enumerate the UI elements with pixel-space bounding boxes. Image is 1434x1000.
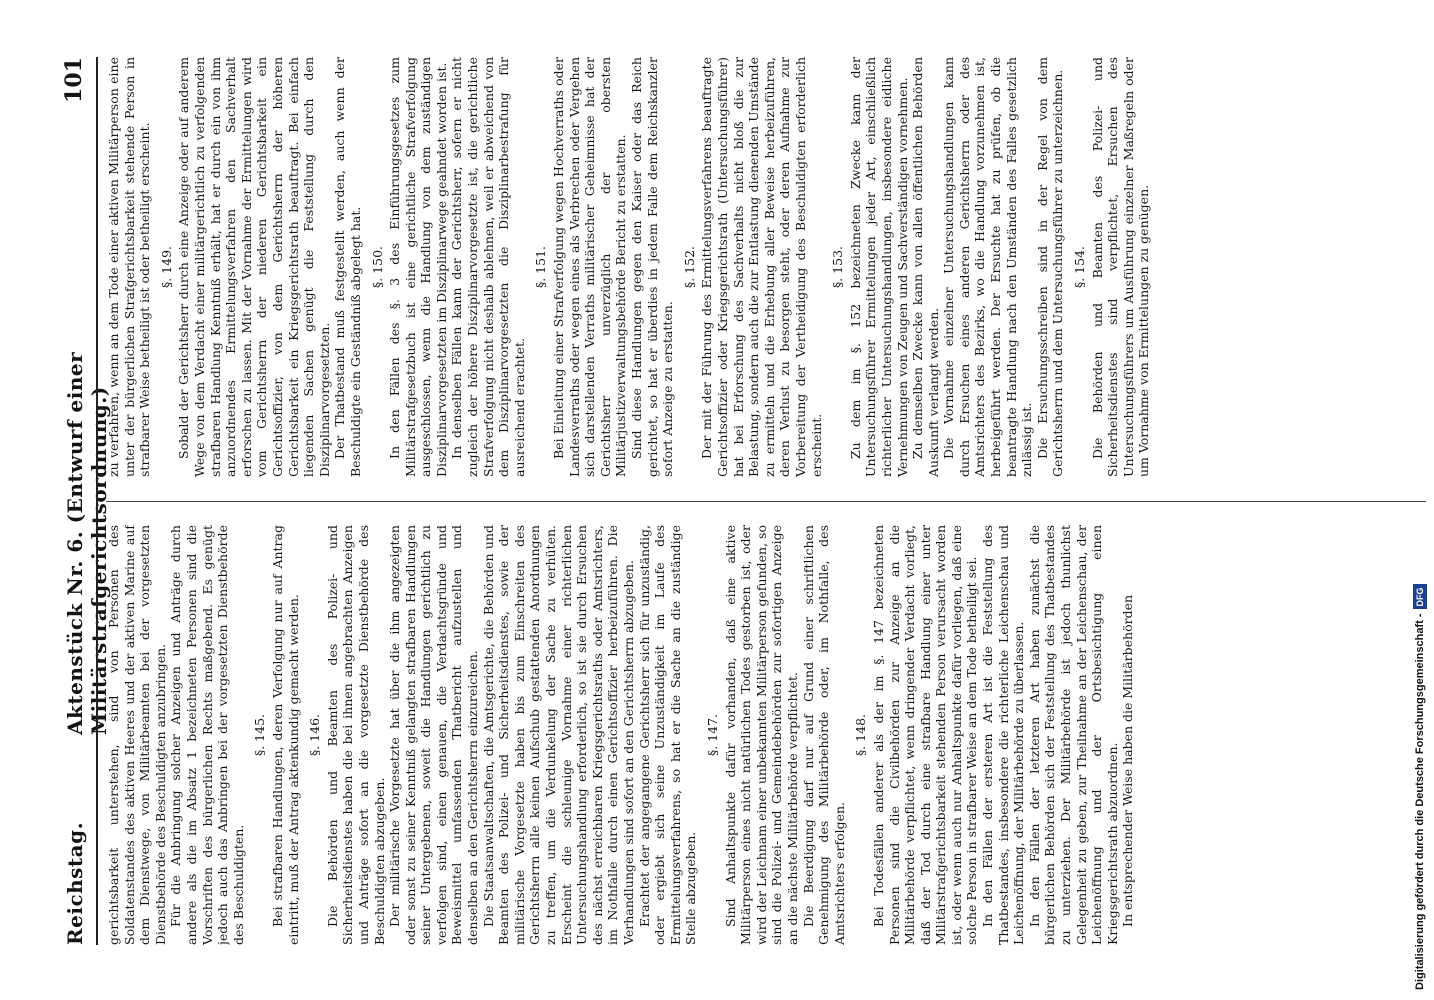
paragraph: Für die Anbringung solcher Anzeigen und Anträge durch andere als die im Absatz 1 bezeichneten Personen sind die Vorschriften des bürgerlichen Rechts maßgebend. Es genügt jedoch auch das Anbringen bei der vorgesetzten Dienstbehörde des Beschuldigten. [168, 525, 246, 945]
paragraph: In denselben Fällen kann der Gerichtsherr, sofern er nicht zugleich der höhere Disziplinarvorgesetzte ist, die gerichtliche Strafverfolgung nicht deshalb ablehnen, weil er abweichend von dem Disziplinarvorgesetzten die Disziplinarbestrafung für ausreichend erachtet. [449, 57, 527, 477]
text-column-left [106, 525, 1434, 945]
paragraph: Die Staatsanwaltschaften, die Amtsgerichte, die Behörden und Beamten des Polizei- und Sicherheitsdienstes, sowie der militärische Vorgesetzte haben bis zum Einschreiten des Gerichtsherrn alle keinen Aufschub gestattenden Anordnungen zu treffen, um die Verdunkelung der Sache zu verhüten. Erscheint die schleunige Vornahme einer richterlichen Untersuchungshandlung erforderlich, so ist sie durch Ersuchen des nächst erreichbaren Kriegsgerichtsraths oder Amtsrichters, im Nothfalle durch einen Gerichtsoffizier herbeizuführen. Die Verhandlungen sind sofort an den Gerichtsherrn abzugeben. [480, 525, 636, 945]
header-reichstag: Reichstag. [63, 821, 87, 945]
section-heading: §. 149. [158, 245, 174, 289]
digitization-note-text: Digitalisierung gefördert durch die Deutsche Forschungsgemeinschaft - [1414, 613, 1426, 990]
page-number: 101 [61, 57, 87, 103]
paragraph: In entsprechender Weise haben die Militärbehörden [1120, 594, 1136, 927]
paragraph: Sind diese Handlungen gegen den Kaiser oder das Reich gerichtet, so hat er überdies in jedem Falle dem Reichskanzler sofort Anzeige zu erstatten. [629, 57, 676, 477]
paragraph: Sobald der Gerichtsherr durch eine Anzeige oder auf anderem Wege von dem Verdacht einer militärgerichtlich zu verfolgenden strafbaren Handlung Kenntniß erhält, hat er durch ein von ihm anzuordnendes Ermittelungsverfahren den Sachverhalt erforschen zu lassen. Mit der Vornahme der Ermittelungen wird vom Gerichtsherrn der niederen Gerichtsbarkeit ein Gerichtsoffizier, von dem Gerichtsherrn der höheren Gerichtsbarkeit ein Kriegsgerichtsrath beauftragt. Bei einfach liegenden Sachen genügt die Feststellung durch den Disziplinarvorgesetzten. [176, 57, 332, 477]
header-title: Aktenstück Nr. 6. (Entwurf einer Militärstrafgerichtsordnung.) [63, 351, 111, 735]
paragraph: In den Fällen der letzteren Art haben zunächst die bürgerlichen Behörden sich der Feststellung des Thatbestandes zu unterziehen. Der Militärbehörde ist jedoch thunlichst Gelegenheit zu geben, zur Theilnahme an der Leichenschau, der Leichenöffnung und der Ortsbesichtigung einen Kriegsgerichtsrath abzuordnen. [1026, 525, 1120, 945]
paragraph: Bei Einleitung einer Strafverfolgung wegen Hochverraths oder Landesverraths oder wegen eines als Verbrechen oder Vergehen sich darstellenden Verraths militärischer Geheimnisse hat der Gerichtsherr unverzüglich der obersten Militärjustizverwaltungsbehörde Bericht zu erstatten. [551, 57, 629, 477]
section-heading: §. 148. [853, 713, 869, 757]
paragraph: Bei strafbaren Handlungen, deren Verfolgung nur auf Antrag eintritt, muß der Antrag aktenkundig gemacht werden. [269, 525, 301, 945]
section-heading: §. 145. [252, 713, 268, 757]
paragraph: gerichtsbarkeit unterstehen, sind von Personen des Soldatenstandes des aktiven Heeres und der aktiven Marine auf dem Dienstwege, von Militärbeamten bei der vorgesetzten Dienstbehörde des Beschuldigten anzubringen. [106, 525, 168, 945]
paragraph: Sind Anhaltspunkte dafür vorhanden, daß eine aktive Militärperson eines nicht natürlichen Todes gestorben ist, oder wird der Leichnam einer unbekannten Militärperson gefunden, so sind die Polizei- und Gemeindebehörden zur sofortigen Anzeige an die nächste Militärbehörde verpflichtet. [722, 525, 800, 945]
paragraph: Die Beerdigung darf nur auf Grund einer schriftlichen Genehmigung des Militärbehörde oder, im Nothfalle, des Amtsrichters erfolgen. [800, 525, 847, 945]
paragraph: In den Fällen des §. 3 des Einführungsgesetzes zum Militärstrafgesetzbuch ist eine gerichtliche Strafverfolgung ausgeschlossen, wenn die Handlung von dem zuständigen Disziplinarvorgesetzten im Disziplinarwege geahndet worden ist. [387, 57, 449, 477]
section-heading: §. 151. [533, 245, 549, 289]
paragraph: Die Vornahme einzelner Untersuchungshandlungen kann durch Ersuchen eines anderen Gerichtsherrn oder des Amtsrichters des Bezirks, wo die Handlung vorzunehmen ist, herbeigeführt werden. Der Ersuchte hat zu prüfen, ob die beantragte Handlung nach den Umständen des Falles gesetzlich zulässig ist. [941, 57, 1035, 477]
digitization-note [1405, 0, 1433, 1000]
column-divider [106, 501, 1426, 502]
paragraph: zu verfahren, wenn an dem Tode einer aktiven Militärperson eine unter der bürgerlichen Strafgerichtsbarkeit stehende Person in strafbarer Weise betheiligt ist oder betheiligt erscheint. [106, 57, 153, 477]
header-rule [96, 57, 98, 945]
section-heading: §. 146. [307, 713, 323, 757]
paragraph: Der mit der Führung des Ermittelungsverfahrens beauftragte Gerichtsoffizier oder Kriegsgerichtsrath (Untersuchungsführer) hat bei Erforschung des Sachverhalts nicht bloß die zur Belastung, sondern auch die zur Entlastung dienenden Umstände zu ermitteln und die Erhebung aller Beweise herbeizuführen, deren Verlust zu besorgen steht, oder deren Aufnahme zur Vorbereitung der Vertheidigung des Beschuldigten erforderlich erscheint. [699, 57, 824, 477]
paragraph: Der militärische Vorgesetzte hat über die ihm angezeigten oder sonst zu seiner Kenntniß gelangten strafbaren Handlungen seiner Untergebenen, soweit die Handlungen gerichtlich zu verfolgen sind, einen genauen, die Verdachtsgründe und Beweismittel umfassenden Thatbericht aufzustellen und denselben an den Gerichtsherrn einzureichen. [387, 525, 481, 945]
section-heading: §. 154. [1072, 245, 1088, 289]
paragraph: Bei Todesfällen anderer als der im §. 147 bezeichneten Personen sind die Civilbehörden zur Anzeige an die Militärbehörde verpflichtet, wenn dringender Verdacht vorliegt, daß der Tod durch eine strafbare Handlung einer unter Militärstrafgerichtsbarkeit stehenden Person verursacht worden ist, oder wenn auch nur Anhaltspunkte dafür vorliegen, daß eine solche Person in strafbarer Weise an dem Tode betheiligt sei. [870, 525, 980, 945]
section-heading: §. 153. [830, 245, 846, 289]
section-heading: §. 152. [681, 245, 697, 289]
paragraph: Die Ersuchungsschreiben sind in der Regel von dem Gerichtsherrn und dem Untersuchungsführer zu unterzeichnen. [1034, 57, 1066, 477]
dfg-logo: DFG [1413, 584, 1427, 609]
paragraph: Die Behörden und Beamten des Polizei- und Sicherheitsdienstes sind verpflichtet, Ersuchen des Untersuchungsführers um Ausführung einzelner Maßregeln oder um Vornahme von Ermittelungen zu genügen. [1089, 57, 1152, 477]
text-column-right [106, 57, 1434, 477]
section-heading: §. 147. [704, 713, 720, 757]
page-header [55, 57, 111, 945]
paragraph: Zu demselben Zwecke kann von allen öffentlichen Behörden Auskunft verlangt werden. [910, 57, 941, 477]
paragraph: Zu dem im §. 152 bezeichneten Zwecke kann der Untersuchungsführer Ermittelungen jeder Art, einschließlich richterlicher Untersuchungshandlungen, insbesondere eidliche Vernehmungen von Zeugen und Sachverständigen vornehmen. [847, 57, 910, 477]
paragraph: Erachtet der angegangene Gerichtsherr sich für unzuständig, oder ergiebt sich seine Unzuständigkeit im Laufe des Ermittelungsverfahrens, so hat er die Sache an die zuständige Stelle abzugeben. [636, 525, 699, 945]
paragraph: Die Behörden und Beamten des Polizei- und Sicherheitsdienstes haben die bei ihnen angebrachten Anzeigen und Anträge sofort an die vorgesetzte Dienstbehörde des Beschuldigten abzugeben. [324, 525, 387, 945]
paragraph: In den Fällen der ersteren Art ist die Feststellung des Thatbestandes, insbesondere die richterliche Leichenschau und Leichenöffnung, der Militärbehörde zu überlassen. [980, 525, 1027, 945]
section-heading: §. 150. [369, 245, 385, 289]
paragraph: Der Thatbestand muß festgestellt werden, auch wenn der Beschuldigte ein Geständniß abgelegt hat. [332, 57, 363, 477]
